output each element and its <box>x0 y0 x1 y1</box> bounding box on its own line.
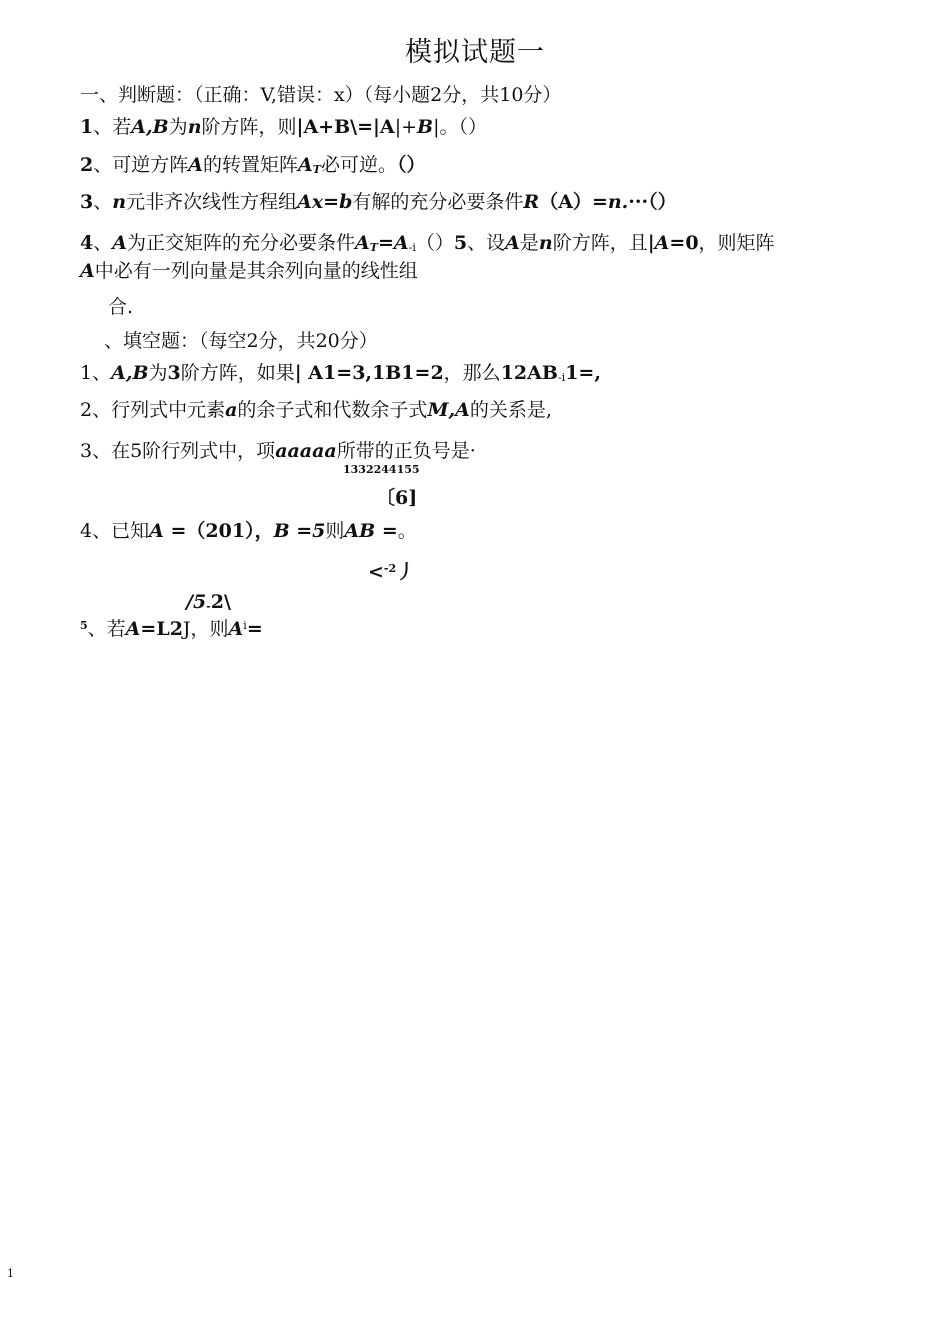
q-number: 2 <box>80 154 94 176</box>
q-math-sub: -i <box>557 371 566 384</box>
answer-paren: （） <box>396 154 426 176</box>
q-text: |+ <box>394 116 418 138</box>
q-text: 在5阶行列式中，项 <box>111 440 276 462</box>
section1-header: 一、判断题：（正确：V,错误：x）（每小题2分，共10分） <box>80 84 562 106</box>
q-text: 、若 <box>93 116 132 138</box>
q-math: A = <box>149 520 187 542</box>
q-text: 阶方阵，且 <box>552 232 648 254</box>
q-text: 行列式中元素 <box>111 399 226 421</box>
q-math: =0 <box>669 232 699 254</box>
question-2-3 <box>80 438 476 464</box>
q-text: 有解的充分必要条件 <box>352 191 524 213</box>
q-math: 1=, <box>565 362 601 384</box>
q-math: （A） <box>539 191 592 213</box>
q-math: A <box>188 154 203 176</box>
q-text: 、 <box>93 232 113 254</box>
q-text: J，则 <box>182 618 229 640</box>
q-number: 5 <box>453 232 468 254</box>
q-text: 中必有一列向量是其余列向量的线性组 <box>94 260 418 282</box>
q-math: /5 <box>186 591 207 613</box>
q-text: 的余子式和代数余子式 <box>237 399 428 421</box>
q-number: 1 <box>80 116 94 138</box>
question-1-2 <box>80 152 425 183</box>
q-text: 阶方阵，则 <box>201 116 297 138</box>
q-text: 则 <box>325 520 345 542</box>
q-math: |A <box>647 232 670 254</box>
q-text: 阶方阵，如果 <box>180 362 295 384</box>
q-math: =L2 <box>140 618 183 640</box>
q-text: ， <box>254 520 274 542</box>
q-math: |A+B\=|A <box>296 116 395 138</box>
q-math: A <box>228 618 244 640</box>
question-2-2 <box>80 397 552 423</box>
q-math-sup: i <box>243 619 247 632</box>
q-math: < <box>368 561 384 583</box>
q-math-sub: - <box>206 600 211 613</box>
q-text: 的关系是, <box>469 399 552 421</box>
subscript-indices: 1332244155 <box>343 463 420 476</box>
q-text: 的转置矩阵 <box>203 154 299 176</box>
question-1-3 <box>80 189 677 215</box>
q-math: 3 <box>167 362 181 384</box>
q-math: A,B <box>131 116 169 138</box>
q-math: A <box>112 232 127 254</box>
q-math-sup: -i <box>408 241 416 254</box>
page-title: 模拟试题一 <box>405 37 545 68</box>
q-math: R <box>523 191 540 213</box>
q-text: 。 <box>397 520 417 542</box>
q-math: n <box>112 191 127 213</box>
q-math: a <box>225 399 238 421</box>
question-1-4-end: 合. <box>108 296 134 318</box>
q-text: 已知 <box>111 520 150 542</box>
q-number: 3、 <box>80 440 112 462</box>
q-number: 4、 <box>80 520 112 542</box>
q-number: 1、 <box>80 362 112 384</box>
q-math: Ax=b <box>297 191 353 213</box>
q-math: 丿 <box>396 561 416 583</box>
q-number: 3 <box>80 191 94 213</box>
question-1-4-continuation <box>80 258 418 284</box>
q-number: 2、 <box>80 399 112 421</box>
question-1-4 <box>80 230 775 261</box>
q-math: A <box>505 232 520 254</box>
q-math: 12AB <box>500 362 558 384</box>
q-math-sup: T <box>312 163 321 176</box>
q-text: 、若 <box>87 618 126 640</box>
q-text: 元非齐次线性方程组 <box>126 191 298 213</box>
q-math: M,A <box>427 399 470 421</box>
q-text: 为正交矩阵的充分必要条件 <box>127 232 356 254</box>
q-math: 2\ <box>210 591 231 613</box>
matrix-bracket-bottom <box>368 556 415 585</box>
q-math: B <box>417 116 434 138</box>
q-math: = <box>246 618 263 640</box>
q-math: n <box>538 232 553 254</box>
question-2-1 <box>80 360 601 391</box>
q-math-sup: T <box>369 241 378 254</box>
q-number: 5 <box>80 619 88 632</box>
section2-header: 、填空题：（每空2分，共20分） <box>104 330 378 352</box>
q-math: =A <box>377 232 409 254</box>
q-math: B =5 <box>273 520 326 542</box>
q-math: =n. <box>591 191 629 213</box>
q-math: aaaaa <box>275 440 337 462</box>
q-math: A <box>125 618 141 640</box>
question-2-4 <box>80 518 417 544</box>
q-text: 、可逆方阵 <box>93 154 189 176</box>
q-math: A,B <box>111 362 149 384</box>
q-math-sup: -2 <box>383 562 397 575</box>
q-text: ，则矩阵 <box>698 232 775 254</box>
q-text: |。（） <box>433 116 487 138</box>
q-math: AB = <box>344 520 398 542</box>
q-math: n <box>187 116 202 138</box>
answer-paren: （） <box>648 191 677 213</box>
q-math: A <box>298 154 313 176</box>
q-number: 4 <box>80 232 94 254</box>
q-text: ，那么 <box>443 362 501 384</box>
q-text: 、 <box>93 191 113 213</box>
question-2-5 <box>80 613 263 642</box>
q-text: ··· <box>628 191 649 213</box>
q-math: A <box>80 260 95 282</box>
q-math: | A1=3,1B1=2 <box>294 362 444 384</box>
q-text: 必可逆。 <box>320 154 397 176</box>
answer-paren: （） <box>415 232 454 254</box>
question-1-1 <box>80 114 487 140</box>
q-text: 为 <box>168 116 188 138</box>
page-number: 1 <box>7 1267 14 1280</box>
q-text: 所带的正负号是· <box>336 440 476 462</box>
q-text: 是 <box>519 232 539 254</box>
q-text: 为 <box>148 362 168 384</box>
matrix-bracket-top: 〔6] <box>376 487 418 509</box>
q-math: （201） <box>186 520 255 542</box>
q-math: A <box>355 232 370 254</box>
q-text: 、设 <box>467 232 506 254</box>
